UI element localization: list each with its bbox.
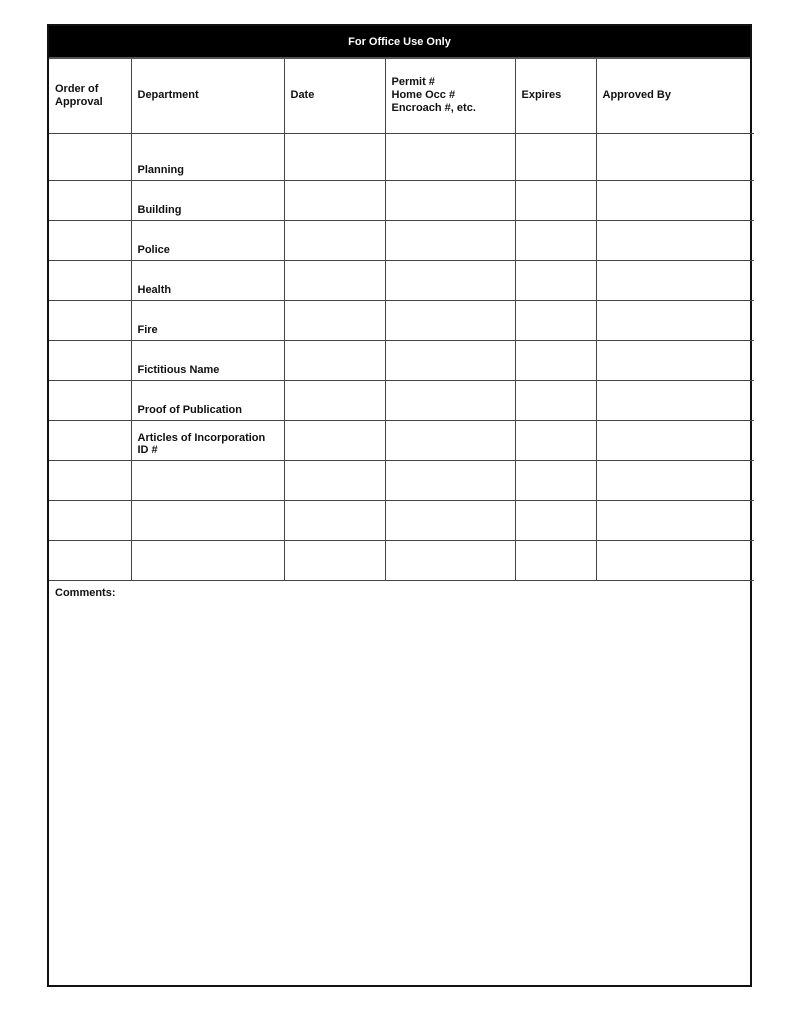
permit-cell[interactable] — [385, 540, 515, 580]
date-cell[interactable] — [284, 300, 385, 340]
permit-cell[interactable] — [385, 180, 515, 220]
expires-cell[interactable] — [515, 133, 596, 180]
approved-by-cell[interactable] — [596, 540, 754, 580]
expires-cell[interactable] — [515, 460, 596, 500]
order-cell[interactable] — [49, 540, 131, 580]
expires-cell[interactable] — [515, 500, 596, 540]
table-row — [49, 260, 754, 300]
header-line: Home Occ # — [391, 89, 456, 102]
approved-by-cell[interactable] — [596, 133, 754, 180]
order-cell[interactable] — [49, 420, 131, 460]
expires-cell[interactable] — [515, 340, 596, 380]
table-row — [49, 420, 754, 460]
expires-cell[interactable] — [515, 540, 596, 580]
permit-cell[interactable] — [385, 460, 515, 500]
date-cell[interactable] — [284, 380, 385, 420]
department-cell[interactable] — [131, 500, 284, 540]
header-line: Department — [137, 89, 199, 102]
expires-cell[interactable] — [515, 300, 596, 340]
date-cell[interactable] — [284, 340, 385, 380]
approved-by-cell[interactable] — [596, 420, 754, 460]
date-cell[interactable] — [284, 540, 385, 580]
permit-cell[interactable] — [385, 220, 515, 260]
date-cell[interactable] — [284, 260, 385, 300]
approved-by-cell[interactable] — [596, 220, 754, 260]
expires-cell[interactable] — [515, 220, 596, 260]
order-cell[interactable] — [49, 340, 131, 380]
permit-cell[interactable] — [385, 300, 515, 340]
permit-cell[interactable] — [385, 260, 515, 300]
comments-section — [49, 579, 750, 985]
table-row — [49, 380, 754, 420]
table-row — [49, 133, 754, 180]
comments-field[interactable] — [55, 605, 744, 979]
permit-cell[interactable] — [385, 133, 515, 180]
date-cell[interactable] — [284, 420, 385, 460]
table-row — [49, 500, 754, 540]
department-cell: Planning — [131, 133, 284, 180]
department-cell[interactable] — [131, 460, 284, 500]
order-cell[interactable] — [49, 133, 131, 180]
table-row — [49, 540, 754, 580]
header-line: Approval — [55, 95, 103, 108]
date-cell[interactable] — [284, 460, 385, 500]
column-header-date — [284, 59, 385, 133]
table-row — [49, 340, 754, 380]
header-line: Order of — [55, 82, 99, 95]
date-cell[interactable] — [284, 220, 385, 260]
department-cell: Proof of Publication — [131, 380, 284, 420]
permit-cell[interactable] — [385, 420, 515, 460]
table-row — [49, 460, 754, 500]
form-banner — [49, 26, 750, 59]
department-cell: Police — [131, 220, 284, 260]
column-header-expires — [515, 59, 596, 133]
department-cell[interactable] — [131, 540, 284, 580]
column-header-department — [131, 59, 284, 133]
expires-cell[interactable] — [515, 420, 596, 460]
approved-by-cell[interactable] — [596, 340, 754, 380]
approved-by-cell[interactable] — [596, 180, 754, 220]
department-cell: Health — [131, 260, 284, 300]
header-line: Approved By — [602, 89, 671, 102]
order-cell[interactable] — [49, 180, 131, 220]
department-cell: Fictitious Name — [131, 340, 284, 380]
date-cell[interactable] — [284, 133, 385, 180]
department-cell: Articles of Incorporation ID # — [131, 420, 284, 460]
approved-by-cell[interactable] — [596, 500, 754, 540]
expires-cell[interactable] — [515, 380, 596, 420]
header-line: Permit # — [391, 76, 435, 89]
approved-by-cell[interactable] — [596, 300, 754, 340]
table-row — [49, 220, 754, 260]
department-cell: Fire — [131, 300, 284, 340]
date-cell[interactable] — [284, 180, 385, 220]
permit-cell[interactable] — [385, 340, 515, 380]
order-cell[interactable] — [49, 460, 131, 500]
order-cell[interactable] — [49, 380, 131, 420]
approved-by-cell[interactable] — [596, 460, 754, 500]
order-cell[interactable] — [49, 300, 131, 340]
banner-title: For Office Use Only — [348, 35, 451, 48]
expires-cell[interactable] — [515, 260, 596, 300]
office-use-form — [47, 24, 752, 987]
order-cell[interactable] — [49, 500, 131, 540]
permit-cell[interactable] — [385, 500, 515, 540]
order-cell[interactable] — [49, 220, 131, 260]
approved-by-cell[interactable] — [596, 260, 754, 300]
header-line: Encroach #, etc. — [391, 102, 476, 115]
approved-by-cell[interactable] — [596, 380, 754, 420]
column-header-permit — [385, 59, 515, 133]
approval-table — [49, 59, 754, 581]
column-header-order-of-approval — [49, 59, 131, 133]
permit-cell[interactable] — [385, 380, 515, 420]
header-line: Date — [290, 89, 315, 102]
table-row — [49, 180, 754, 220]
column-header-approved-by — [596, 59, 754, 133]
table-header-row — [49, 59, 754, 133]
table-row — [49, 300, 754, 340]
date-cell[interactable] — [284, 500, 385, 540]
order-cell[interactable] — [49, 260, 131, 300]
department-cell: Building — [131, 180, 284, 220]
expires-cell[interactable] — [515, 180, 596, 220]
comments-label: Comments: — [55, 587, 116, 599]
header-line: Expires — [521, 89, 562, 102]
